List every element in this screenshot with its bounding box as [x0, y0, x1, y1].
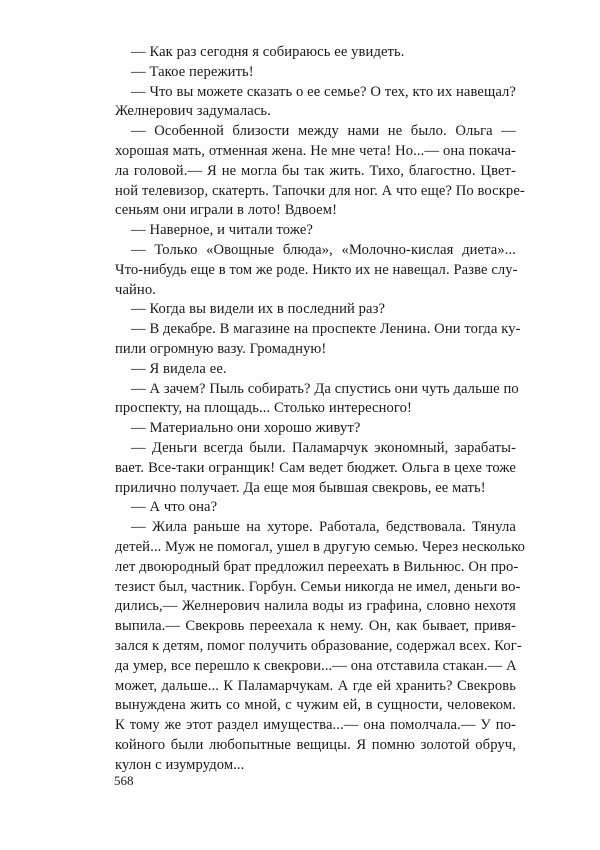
text-line: — Деньги всегда были. Паламарчук экономный, зарабаты- — [131, 439, 516, 456]
text-line: — Такое пережить! — [131, 63, 254, 80]
text-line: койного были любопытные вещицы. Я помню золотой обруч, — [115, 736, 516, 753]
text-line: К тому же этот раздел имущества...— она помолчала.— У по- — [115, 717, 516, 734]
text-line: может, дальше... К Паламарчукам. А где ей хранить? Свекровь — [115, 677, 516, 694]
text-line: выпила.— Свекровь переехала к нему. Он, как бывает, привя- — [115, 618, 516, 635]
text-line: кулон с изумрудом... — [115, 756, 245, 773]
text-line: да умер, все перешло к свекрови...— она отставила стакан.— А — [115, 657, 517, 674]
text-line: дились,— Желнерович налила воды из графина, словно нехотя — [115, 598, 516, 615]
text-line: Желнерович задумалась. — [115, 103, 271, 120]
text-line: ла головой.— Я не могла бы так жить. Тихо, благостно. Цвет- — [115, 162, 516, 179]
text-line: — Наверное, и читали тоже? — [131, 222, 313, 239]
text-line: пили огромную вазу. Громадную! — [115, 340, 327, 357]
text-line: вает. Все-таки огранщик! Сам ведет бюджет. Ольга в цехе тоже — [115, 459, 516, 476]
text-line: — Только «Овощные блюда», «Молочно-кислая диета»... — [131, 241, 516, 258]
text-line: проспекту, на площадь... Столько интересного! — [115, 400, 413, 417]
text-line: вынуждена жить со мной, с чужим ей, в сущности, человеком. — [115, 697, 516, 714]
text-line: хорошая мать, отменная жена. Не мне чета! Но...— она покача- — [115, 142, 516, 159]
text-line: — Материально они хорошо живут? — [131, 420, 361, 437]
text-line: сеньям они играли в лото! Вдвоем! — [115, 202, 338, 219]
text-line: тезист был, частник. Горбун. Семьи никогда не имел, деньги во- — [115, 578, 521, 595]
page-number: 568 — [114, 773, 134, 788]
text-line: зался к детям, помог получить образование, содержал всех. Ког- — [115, 637, 522, 654]
text-line: — Как раз сегодня я собираюсь ее увидеть. — [131, 44, 405, 60]
text-line: чайно. — [115, 281, 156, 298]
text-line: — В декабре. В магазине на проспекте Ленина. Они тогда ку- — [131, 321, 521, 338]
text-line: детей... Муж не помогал, ушел в другую семью. Через несколько — [115, 538, 526, 555]
text-line: лет двоюродный брат предложил переехать в Вильнюс. Он про- — [115, 558, 519, 575]
text-line: — Что вы можете сказать о ее семье? О тех, кто их навещал? — [131, 83, 516, 100]
text-line: — А что она? — [131, 499, 218, 516]
text-line: ной телевизор, скатерть. Тапочки для ног. А что еще? По воскре- — [115, 182, 525, 199]
text-line: — Я видела ее. — [131, 360, 227, 377]
text-line: — Когда вы видели их в последний раз? — [131, 301, 386, 318]
body-text — [115, 43, 526, 775]
text-line: — А зачем? Пыль собирать? Да спустись они чуть дальше по — [131, 380, 519, 397]
text-line: Что-нибудь еще в том же роде. Никто их не навещал. Разве слу- — [115, 261, 518, 278]
text-line: прилично получает. Да еще моя бывшая свекровь, ее мать! — [115, 479, 486, 496]
text-line: — Жила раньше на хуторе. Работала, бедствовала. Тянула — [131, 519, 516, 536]
text-line: — Особенной близости между нами не было. Ольга — — [131, 123, 516, 140]
